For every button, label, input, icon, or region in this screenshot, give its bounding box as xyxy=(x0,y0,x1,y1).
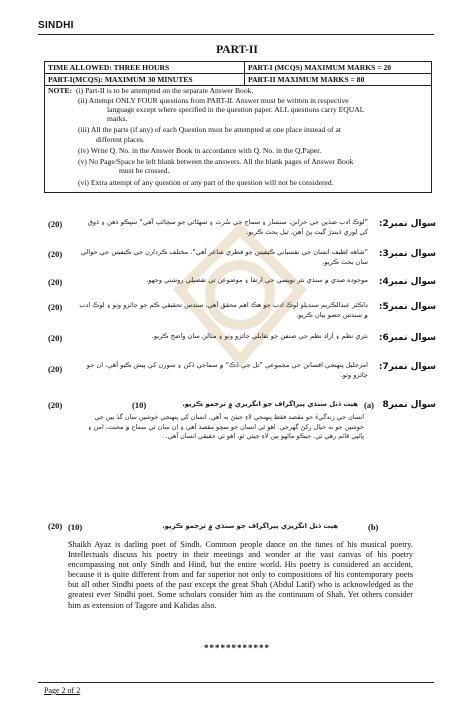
footer-divider xyxy=(38,682,434,683)
part-b-title: هيٺ ڏنل انگريزي پيراگراف جو سنڌي ۾ ترجمو ڪريو. xyxy=(162,522,338,530)
part-a-text: انسان جي زندگيءَ جو مقصد فقط پنهنجي لاءِ جيئڻ نه آهي. انسان کي پنهنجي خوشين سان گڏ ٻين جي خوشين جو به خيال رکڻ گهرجي. اهو ئي انسان جو سچو مقصد آهي ۽ ان سان ئي سماج ۾ محبت، امن ۽ ڀائپي قائم رهي ٿي. جيڪو ماڻهو ٻين لاءِ جيئي ٿو، اهو ئي حقيقي انسان آهي. xyxy=(87,413,364,441)
question-label: سوال نمبر5: xyxy=(378,302,436,312)
question-3 xyxy=(38,247,436,275)
page-number: Page 2 of 2 xyxy=(44,686,81,695)
exam-info-table xyxy=(44,61,432,86)
question-text: ”لوڪ ادب صدين جي خزانن، سنسار ۽ سماج جي سُرت ۽ سهڻائي جو سڃاڻپ آهي“ سڀڪو ذهن ۽ ذوق کي لوري ڏيندڙ گيت پڻ آهن، ٿيل بحث ڪريو. xyxy=(87,218,368,236)
part-b-marks: (10) xyxy=(68,522,83,532)
part-a-title: هيٺ ڏنل سنڌي پيراگراف جو انگريزي ۾ ترجمو ڪريو. xyxy=(182,400,358,408)
question-marks: (20) xyxy=(48,364,63,374)
part-b-header xyxy=(38,519,436,539)
note-label: NOTE: xyxy=(48,86,73,95)
question-label: سوال نمبر2: xyxy=(378,219,436,229)
subject-heading: SINDHI xyxy=(38,20,74,31)
question-label: سوال نمبر3: xyxy=(378,249,436,259)
part-b-text: Shaikh Ayaz is darling poet of Sindh. Common people dance on the tunes of his musical poetry. Intellectuals discuss his poetry in their meetings and wonder at the vast canvas of his poetry encompassing not only Sindh and Hind, but the entire world. His poetry is considered an accident, because it is quite different from and far superior not only to compositions of his contemporary poets but all other Sindhi poets of the past except the great Shah (Abdul Latif) who is acknowledged as the greatest ever Sindhi poet. Some scholars consider him as the continuum of Shah. Yet others consider him as extension of Tagore and Kalidas also. xyxy=(68,540,413,610)
note-item: language except where specified in the question paper. ALL questions carry EQUAL xyxy=(107,105,365,114)
exam-info-row xyxy=(45,62,431,73)
note-item: (i) Part-II is to be attempted on the separate Answer Book. xyxy=(76,86,254,95)
question-text: ”شاهه لطيف انسان جي نفسياتي ڪيفيتن جو فطري شاعر آهي“. مختلف ڪردارن جي ڪيفيتن جي حوالي سان بحث ڪريو. xyxy=(80,248,368,266)
part-a-marks: (10) xyxy=(132,400,147,410)
question-2 xyxy=(38,217,436,245)
question-6 xyxy=(38,331,436,359)
note-item: (iii) All the parts (if any) of each Question must be attempted at one place instead of at xyxy=(78,125,341,134)
question-8 xyxy=(38,398,436,518)
question-4 xyxy=(38,275,436,299)
question-text: نثري نظم ۽ آزاد نظم جي صنفن جو تقابلي جائزو وٺو ۽ مثالن سان واضح ڪريو. xyxy=(151,332,368,340)
question-text: موجوده صدي ۾ سنڌي نثر نويسي جي ارتقا ۽ موضوعن تي تفصيلي روشني وجهو. xyxy=(146,276,368,284)
header-divider xyxy=(38,34,434,35)
question-label: سوال نمبر7: xyxy=(378,362,436,372)
part-b-label: (b) xyxy=(368,522,379,532)
note-item: (ii) Attempt ONLY FOUR questions from PART-II. Answer must be written in respective xyxy=(78,96,349,105)
end-marker: ************ xyxy=(204,643,270,653)
question-marks: (20) xyxy=(48,333,63,343)
note-item: must be crossed. xyxy=(119,166,170,175)
question-label: سوال نمبر6: xyxy=(378,333,436,343)
part1-time: PART-I(MCQS): MAXIMUM 30 MINUTES xyxy=(45,74,245,85)
note-item: different places. xyxy=(96,135,145,144)
note-item: (vi) Extra attempt of any question or any part of the question will not be considered. xyxy=(78,178,334,187)
time-allowed: TIME ALLOWED: THREE HOURS xyxy=(45,62,245,73)
instructions-box xyxy=(44,84,432,193)
question-marks: (20) xyxy=(48,302,63,312)
question-text: امرجليل پنهنجي افسانن جي مجموعي ”تل جي ڏڪ“ ۾ سماجي ڏکن ۽ سورن کي پيش ڪيو آهي، ان جو جائزو وٺو. xyxy=(86,361,368,379)
question-5 xyxy=(38,300,436,330)
question-marks: (20) xyxy=(48,277,63,287)
part-title: PART-II xyxy=(216,44,258,56)
question-label: سوال نمبر8 xyxy=(382,400,436,410)
note-item: marks. xyxy=(107,114,128,123)
question-text: ڊاڪٽر عبدالڪريم سنديلو لوڪ ادب جو هڪ اهم محقق آهي، سندس تحقيقي ڪم جو جائزو وٺو ۽ لوڪ ادب ۾ سندس حصو بيان ڪريو. xyxy=(79,301,368,319)
question-marks: (20) xyxy=(48,219,63,229)
note-item: (iv) Write Q. No. in the Answer Book in accordance with Q. No. in the Q.Paper. xyxy=(78,146,322,155)
question-label: سوال نمبر4: xyxy=(378,277,436,287)
part2-marks: PART-II MAXIMUM MARKS = 80 xyxy=(248,75,365,84)
question-marks: (20) xyxy=(48,249,63,259)
part1-marks: PART-I (MCQS) MAXIMUM MARKS = 20 xyxy=(248,63,392,72)
question-marks: (20) xyxy=(48,400,63,410)
question-7 xyxy=(38,360,436,390)
part-a-label: (a) xyxy=(364,400,374,410)
part-b-marks-total: (20) xyxy=(48,521,63,531)
note-item: (v) No Page/Space be left blank between the answers. All the blank pages of Answer Book xyxy=(78,157,354,166)
